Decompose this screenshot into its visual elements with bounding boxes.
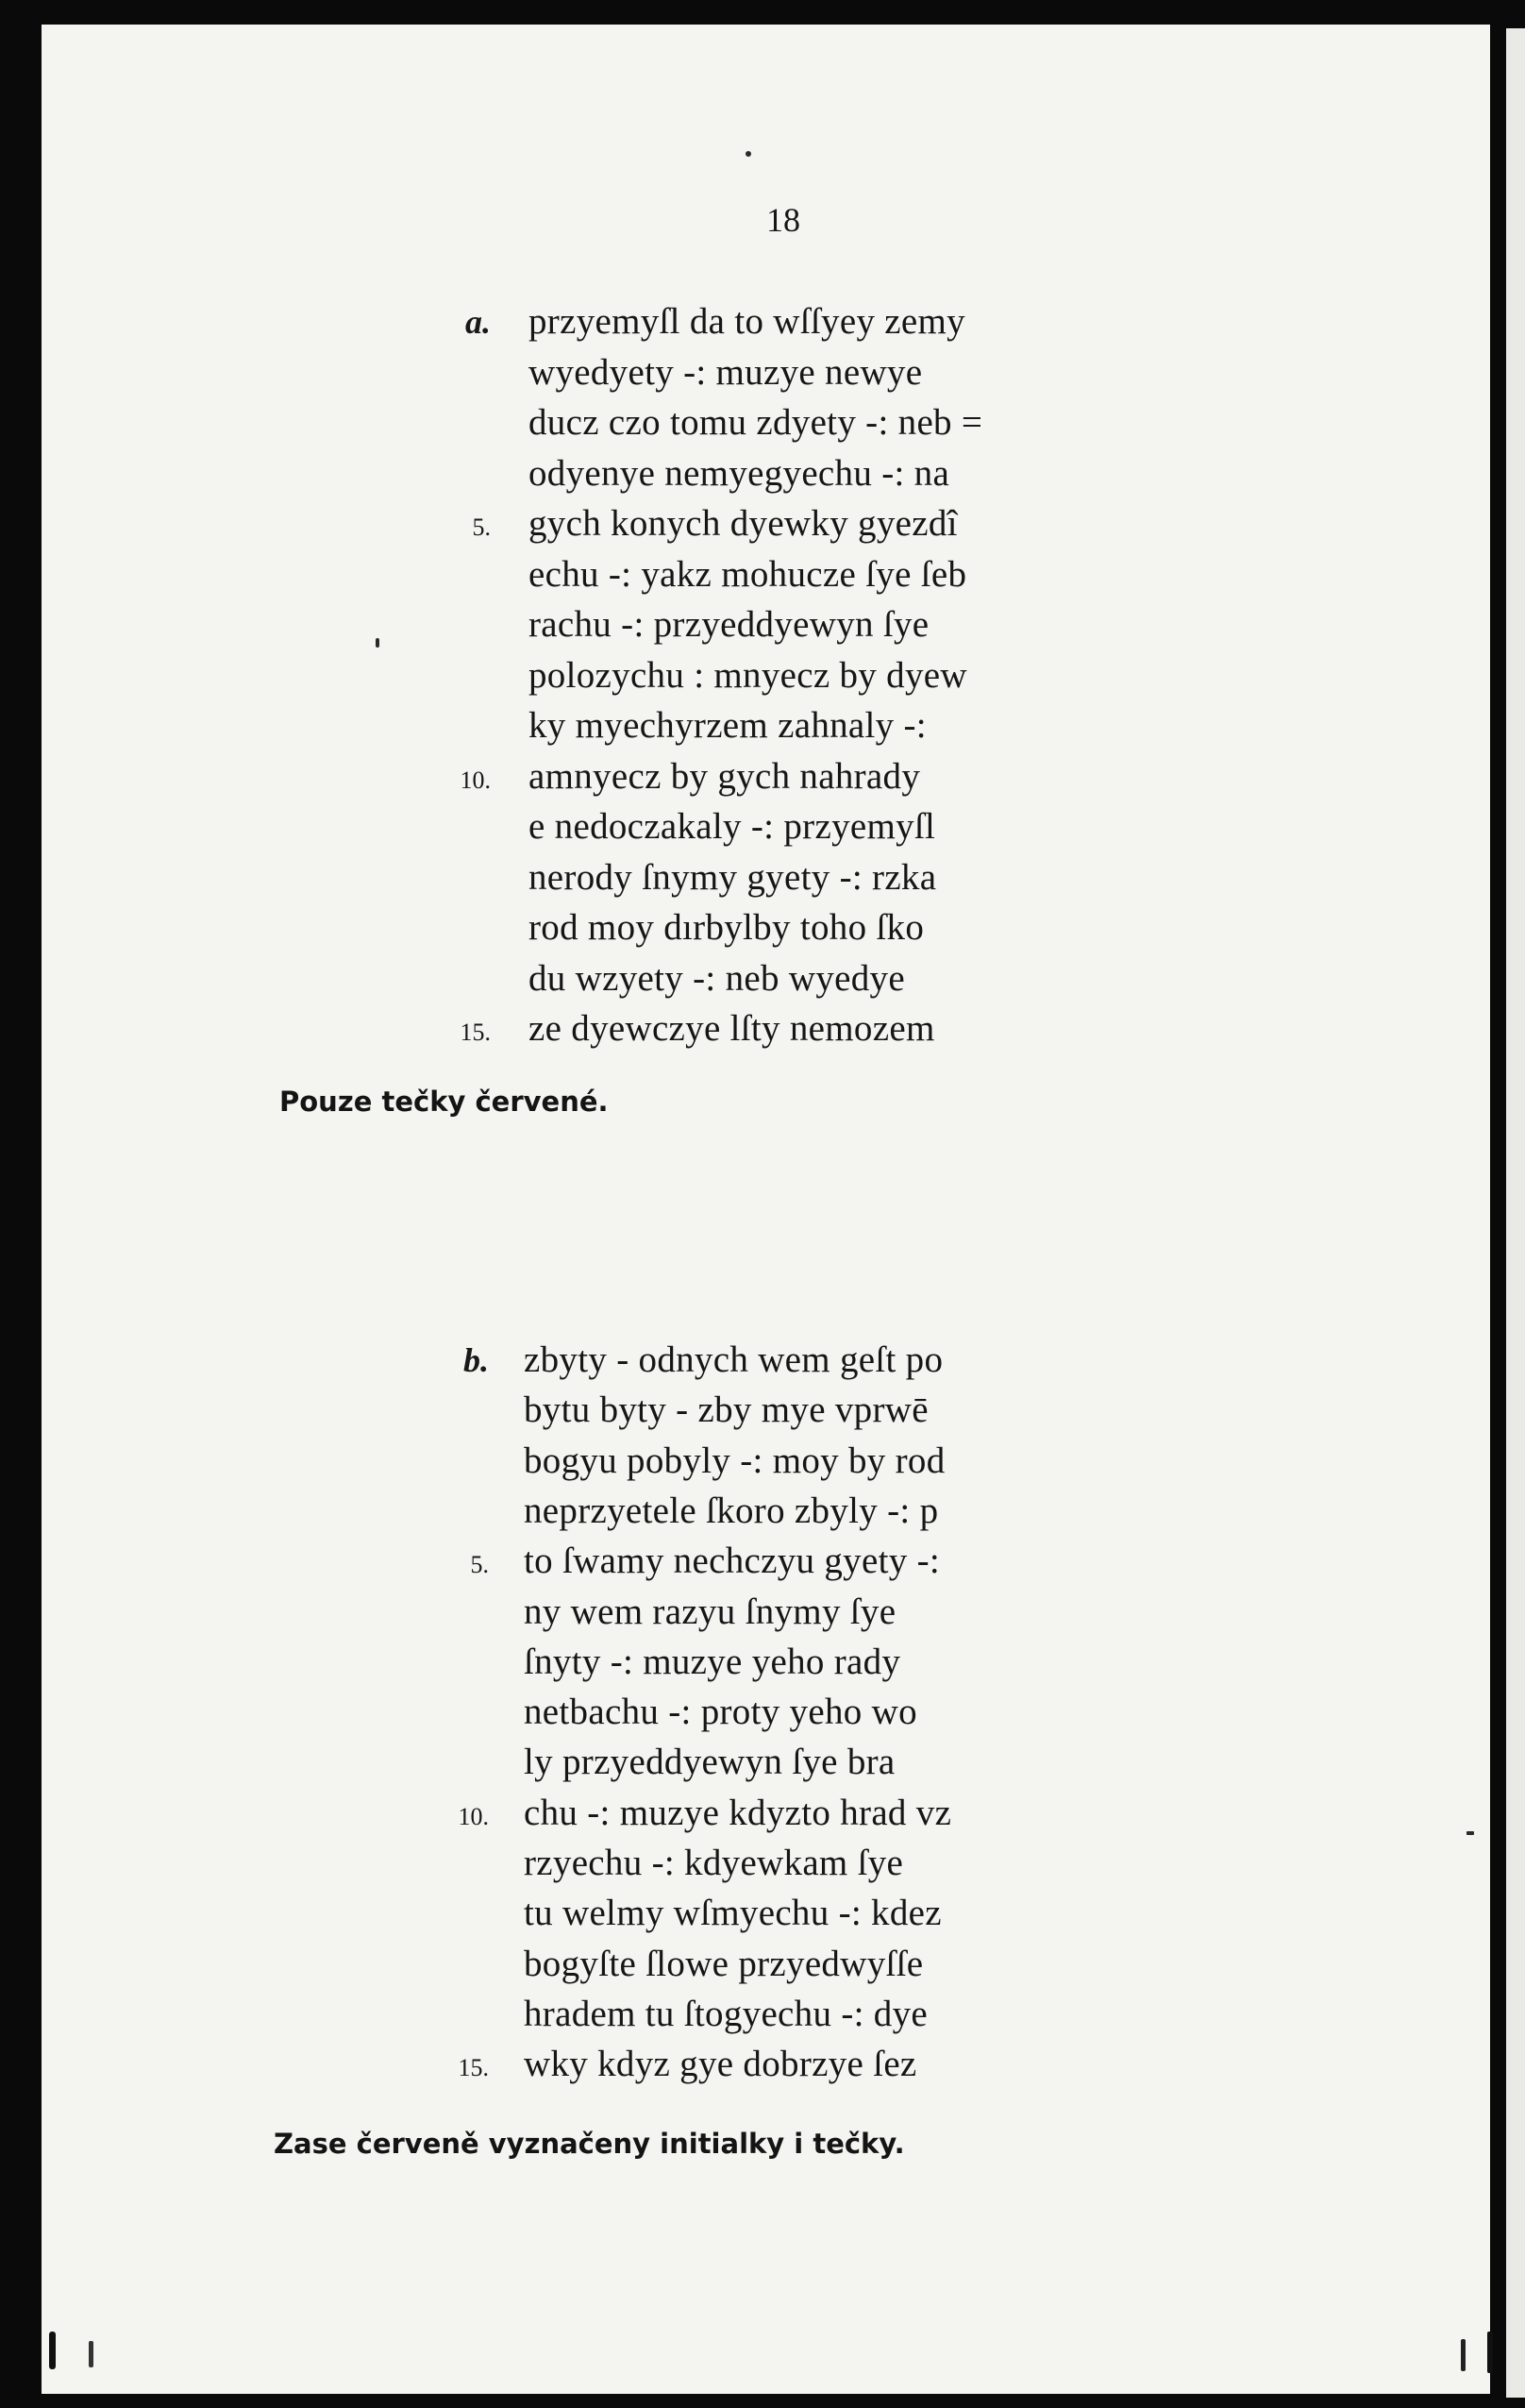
- line-text: chu -: muzye kdyzto hrad vz: [524, 1792, 952, 1833]
- line-text: nerody ſnymy gyety -: rzka: [528, 856, 937, 898]
- text-line: [0, 1389, 1525, 1439]
- line-text: rzyechu -: kdyewkam ſye: [524, 1843, 904, 1883]
- line-marker: 5.: [472, 514, 491, 541]
- editorial-note-b: Zase červeně vyznačeny initialky i tečky.: [274, 2128, 905, 2160]
- text-line: [0, 553, 1525, 603]
- line-text: neprzyetele ſkoro zbyly -: p: [524, 1490, 939, 1531]
- text-line: [0, 1842, 1525, 1892]
- line-text: rachu -: przyeddyewyn ſye: [528, 604, 930, 645]
- line-text: ly przyeddyewyn ſye bra: [524, 1742, 896, 1783]
- text-line: [0, 452, 1525, 502]
- line-marker: 10.: [460, 766, 491, 794]
- line-text: ky myechyrzem zahnaly -:: [528, 705, 927, 746]
- text-line: [0, 1943, 1525, 1993]
- line-text: to ſwamy nechczyu gyety -:: [524, 1541, 940, 1582]
- line-text: rod moy dırbylby toho ſko: [528, 907, 925, 948]
- text-line: [0, 300, 1525, 350]
- text-line: [0, 704, 1525, 754]
- text-line: [0, 401, 1525, 451]
- scan-speck: [376, 638, 379, 648]
- text-line: [0, 1691, 1525, 1741]
- text-line: [0, 1339, 1525, 1389]
- line-text: hradem tu ſtogyechu -: dye: [524, 1993, 929, 2034]
- scan-speck: [1487, 2332, 1493, 2373]
- text-line: [0, 1892, 1525, 1942]
- line-marker: 5.: [470, 1551, 489, 1579]
- line-text: zbyty - odnych wem geſt po: [524, 1339, 944, 1380]
- line-text: e nedoczakaly -: przyemyſl: [528, 806, 936, 847]
- line-text: bogyſte ſlowe przyedwyſſe: [524, 1943, 924, 1984]
- text-line: [0, 1007, 1525, 1057]
- line-text: bogyu pobyly -: moy by rod: [524, 1440, 946, 1481]
- scan-speck: [1466, 1831, 1474, 1835]
- text-line: [0, 805, 1525, 855]
- text-line: [0, 1440, 1525, 1490]
- line-text: odyenye nemyegyechu -: na: [528, 452, 950, 494]
- line-text: tu welmy wſmyechu -: kdez: [524, 1893, 942, 1934]
- text-line: [0, 502, 1525, 552]
- text-line: [0, 1490, 1525, 1540]
- text-line: [0, 1792, 1525, 1842]
- page-number: 18: [766, 201, 800, 239]
- line-marker: 10.: [458, 1802, 489, 1830]
- scan-speck: [746, 151, 751, 157]
- text-line: [0, 1591, 1525, 1641]
- text-line: [0, 957, 1525, 1007]
- text-line: [0, 654, 1525, 704]
- text-line: [0, 856, 1525, 906]
- scan-speck: [49, 2332, 56, 2369]
- line-text: netbachu -: proty yeho wo: [524, 1692, 917, 1733]
- line-text: wyedyety -: muzye newye: [528, 351, 923, 393]
- text-line: [0, 906, 1525, 956]
- line-marker: b.: [463, 1341, 489, 1379]
- line-text: polozychu : mnyecz by dyew: [528, 654, 967, 696]
- editorial-note-a: Pouze tečky červené.: [279, 1086, 609, 1118]
- text-line: [0, 1741, 1525, 1791]
- line-text: ducz czo tomu zdyety -: neb =: [528, 402, 983, 443]
- line-text: echu -: yakz mohucze ſye ſeb: [528, 553, 967, 595]
- scan-speck: [1461, 2339, 1466, 2371]
- text-line: [0, 2043, 1525, 2093]
- text-line: [0, 1540, 1525, 1590]
- line-text: du wzyety -: neb wyedye: [528, 957, 905, 999]
- line-text: bytu byty - zby mye vprwē: [524, 1389, 929, 1431]
- text-line: [0, 603, 1525, 653]
- text-line: [0, 1641, 1525, 1691]
- text-line: [0, 1993, 1525, 2043]
- line-text: ſnyty -: muzye yeho rady: [524, 1641, 901, 1682]
- line-marker: a.: [465, 303, 491, 341]
- text-line: [0, 351, 1525, 401]
- line-text: amnyecz by gych nahrady: [528, 755, 921, 797]
- line-text: gych konych dyewky gyezdî: [528, 503, 958, 544]
- line-text: przyemyſl da to wſſyey zemy: [528, 301, 965, 342]
- line-marker: 15.: [460, 1019, 491, 1046]
- line-marker: 15.: [458, 2054, 489, 2082]
- line-text: wky kdyz gye dobrzye ſez: [524, 2044, 917, 2085]
- scan-speck: [89, 2341, 93, 2367]
- line-text: ny wem razyu ſnymy ſye: [524, 1591, 897, 1632]
- text-line: [0, 755, 1525, 805]
- line-text: ze dyewczye lſty nemozem: [528, 1008, 935, 1049]
